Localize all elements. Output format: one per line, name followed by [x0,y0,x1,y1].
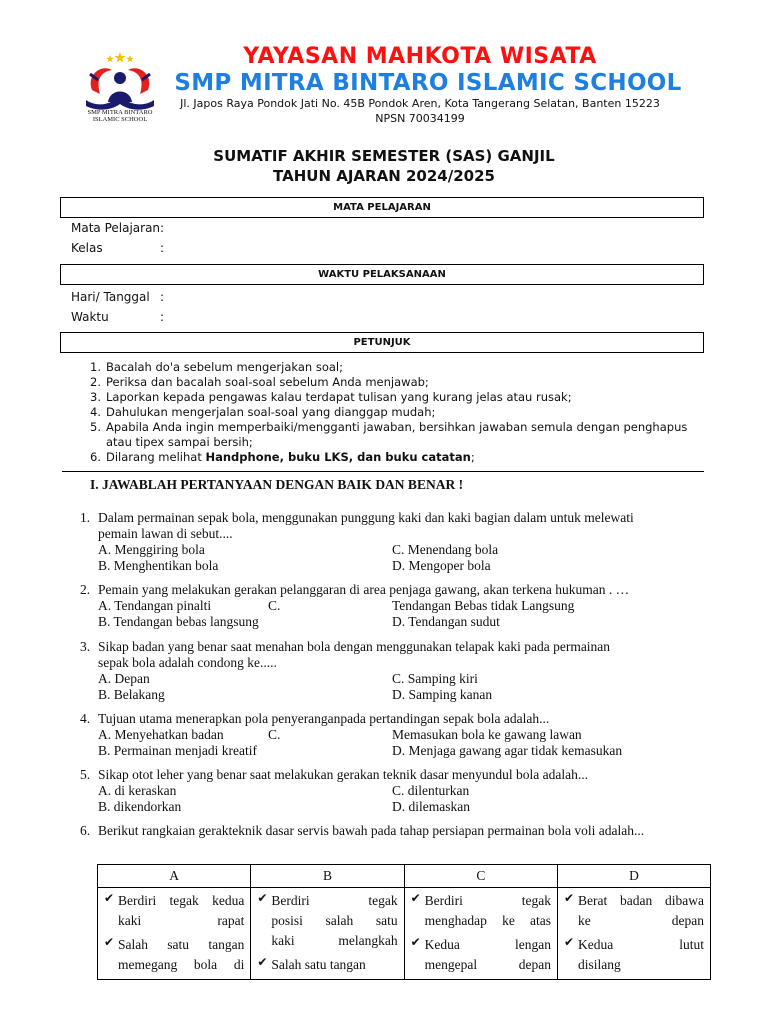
question-number: 1. [80,510,91,525]
instruction-text: Laporkan kepada pengawas kalau terdapat tulisan yang kurang jelas atau rusak; [106,390,572,404]
table-header-row [98,865,711,888]
answer-table [97,864,711,980]
check-icon: ✔ [410,891,421,905]
table-row [98,888,711,980]
question-number: 4. [80,711,91,726]
option-d: D. dilemaskan [392,799,470,814]
cell-text: Salah satu tangan [271,957,366,972]
instruction-text-post: ; [470,450,475,464]
question-text: Sikap otot leher yang benar saat melakukan gerakan teknik dasar menyundul bola adalah... [98,767,588,782]
logo-caption-line1: SMP MITRA BINTARO [87,109,153,116]
time-box: WAKTU PELAKSANAAN [60,264,704,285]
check-icon: ✔ [104,891,115,905]
cell-text: kaki rapat [118,913,245,928]
school-name: SMP MITRA BINTARO ISLAMIC SCHOOL [174,70,682,96]
instruction-text: Dahulukan mengerjalan soal-soal yang dianggap mudah; [106,405,436,419]
cell-text: Berat badan dibawa [578,893,704,908]
cell-text: mengepal depan [424,957,552,972]
option-d: D. Mengoper bola [392,558,491,573]
option-c: C. Menendang bola [392,542,499,557]
exam-year: TAHUN AJARAN 2024/2025 [273,167,495,185]
instruction-text-bold: Handphone, buku LKS, dan buku catatan [205,450,471,464]
class-label: Kelas [71,241,103,255]
instruction-item [90,360,690,375]
option-a: A. Menyehatkan badan [98,727,224,742]
table-cell-b [251,888,404,980]
instruction-number: 2. [90,375,101,389]
question-5 [80,767,700,783]
question-number: 3. [80,639,91,654]
table-header-a: A [98,865,251,888]
option-c-label: C. [268,727,281,742]
question-3 [80,639,700,671]
question-4 [80,711,700,727]
option-d: D. Tendangan sudut [392,614,500,629]
instruction-number: 1. [90,360,101,374]
time-label: Waktu [71,310,109,324]
option-b: B. Menghentikan bola [98,558,219,573]
instruction-number: 3. [90,390,101,404]
instructions-list [90,360,690,465]
time-colon: : [160,310,165,324]
cell-text: Kedua lutut [578,937,704,952]
cell-text: Salah satu tangan [118,937,245,952]
subject-label: Mata Pelajaran [71,221,161,235]
section-title: I. JAWABLAH PERTANYAAN DENGAN BAIK DAN BENAR ! [90,477,464,492]
check-icon: ✔ [564,935,575,949]
instruction-text [106,450,690,465]
option-b: B. Tendangan bebas langsung [98,614,259,629]
option-a: A. Menggiring bola [98,542,205,557]
instruction-text: Periksa dan bacalah soal-soal sebelum Anda menjawab; [106,375,429,389]
option-d: D. Menjaga gawang agar tidak kemasukan [392,743,623,758]
cell-text: posisi salah satu [271,913,398,928]
question-number: 5. [80,767,91,782]
check-icon: ✔ [410,935,421,949]
class-colon: : [160,241,165,255]
foundation-name: YAYASAN MAHKOTA WISATA [243,44,597,69]
question-number: 6. [80,823,91,838]
option-d: D. Samping kanan [392,687,493,702]
cell-text: Kedua lengan [424,937,552,952]
table-header-c: C [404,865,557,888]
option-c: C. dilenturkan [392,783,470,798]
school-address: Jl. Japos Raya Pondok Jati No. 45B Pondok Aren, Kota Tangerang Selatan, Banten 15223 [180,97,660,110]
option-a: A. di keraskan [98,783,177,798]
option-a: A. Tendangan pinalti [98,598,212,613]
section-divider [62,471,704,472]
instruction-item [90,450,690,465]
logo-caption [70,109,170,123]
table-cell-d [558,888,711,980]
day-date-colon: : [160,290,165,304]
option-a: A. Depan [98,671,150,686]
check-icon: ✔ [257,891,268,905]
day-date-label: Hari/ Tanggal [71,290,150,304]
subject-box: MATA PELAJARAN [60,197,704,218]
exam-title: SUMATIF AKHIR SEMESTER (SAS) GANJIL [213,147,555,165]
instruction-text: Apabila Anda ingin memperbaiki/mengganti jawaban, bersihkan jawaban semula dengan penghapus atau tipex sampai bersih; [106,420,688,449]
instructions-box: PETUNJUK [60,332,704,353]
question-number: 2. [80,582,91,597]
option-c-label: C. [268,598,281,613]
table-header-d: D [558,865,711,888]
check-icon: ✔ [104,935,115,949]
table-header-b: B [251,865,404,888]
option-b: B. Permainan menjadi kreatif [98,743,257,758]
option-c: Tendangan Bebas tidak Langsung [392,598,575,613]
cell-text: kaki melangkah [271,933,398,948]
cell-text: Berdiri tegak [424,893,552,908]
subject-colon: : [160,221,165,235]
option-c: Memasukan bola ke gawang lawan [392,727,582,742]
question-text: Berikut rangkaian gerakteknik dasar servis bawah pada tahap persiapan permainan bola voli adalah... [98,823,645,838]
question-2 [80,582,700,598]
question-6 [80,823,710,839]
instruction-text-pre: Dilarang melihat [106,450,206,464]
question-text: Pemain yang melakukan gerakan pelanggaran di area penjaga gawang, akan terkena hukuman . … [98,582,630,597]
table-cell-a [98,888,251,980]
question-text: Sikap badan yang benar saat menahan bola dengan menggunakan telapak kaki pada permainan [98,639,611,654]
logo-caption-line2: ISLAMIC SCHOOL [92,116,148,123]
instruction-item [90,390,690,405]
cell-text: menghadap ke atas [424,913,552,928]
cell-text: Berdiri tegak kedua [118,893,245,908]
cell-text: memegang bola di [118,957,245,972]
question-text: Dalam permainan sepak bola, menggunakan punggung kaki dan kaki bagian dalam untuk melewati [98,510,634,525]
instruction-text: Bacalah do'a sebelum mengerjakan soal; [106,360,343,374]
instruction-number: 6. [90,450,101,464]
question-text-cont: sepak bola adalah condong ke..... [98,655,277,670]
question-text-cont: pemain lawan di sebut.... [98,526,233,541]
instruction-item [90,375,690,390]
option-c: C. Samping kiri [392,671,478,686]
instruction-item [90,420,690,450]
school-npsn: NPSN 70034199 [375,112,465,125]
instruction-number: 4. [90,405,101,419]
table-cell-c [404,888,557,980]
check-icon: ✔ [564,891,575,905]
question-1 [80,510,700,542]
question-text: Tujuan utama menerapkan pola penyeranganpada pertandingan sepak bola adalah... [98,711,550,726]
check-icon: ✔ [257,955,268,969]
instruction-number: 5. [90,420,101,434]
cell-text: ke depan [578,913,704,928]
option-b: B. Belakang [98,687,165,702]
cell-text: Berdiri tegak [271,893,398,908]
instruction-item [90,405,690,420]
cell-text: disilang [578,957,621,972]
option-b: B. dikendorkan [98,799,182,814]
